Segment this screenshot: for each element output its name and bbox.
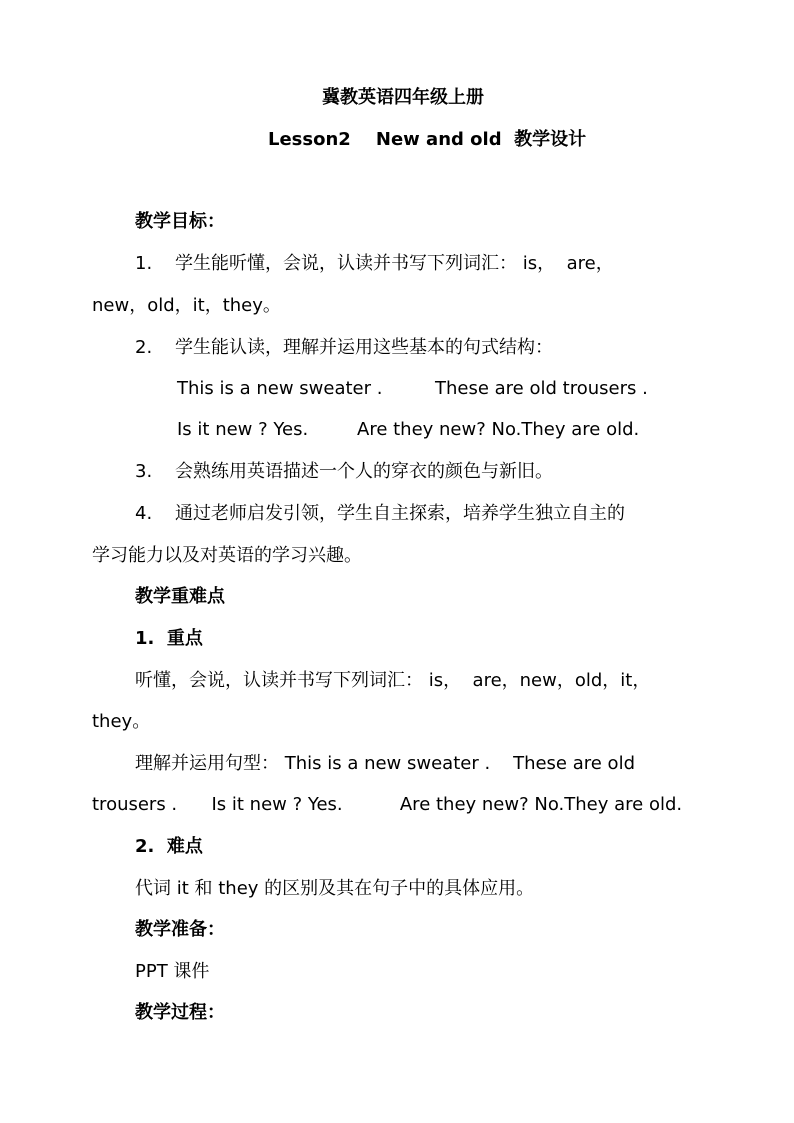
difficult-heading: 2. 难点 bbox=[135, 836, 203, 857]
document-subtitle: Lesson2 New and old 教学设计 bbox=[268, 129, 587, 150]
preparation-heading: 教学准备： bbox=[135, 919, 225, 940]
objective-2-example-1a: This is a new sweater . bbox=[177, 378, 383, 399]
key-line-4: trousers . Is it new ? Yes. Are they new? No.They are old. bbox=[92, 794, 683, 815]
objective-2-line-1: 2. 学生能认读，理解并运用这些基本的句式结构： bbox=[135, 337, 554, 358]
objective-3: 3. 会熟练用英语描述一个人的穿衣的颜色与新旧。 bbox=[135, 461, 554, 482]
difficult-line-1: 代词 it 和 they 的区别及其在句子中的具体应用。 bbox=[135, 878, 535, 899]
objective-4-line-1: 4. 通过老师启发引领，学生自主探索，培养学生独立自主的 bbox=[135, 503, 626, 524]
process-heading: 教学过程： bbox=[135, 1002, 225, 1023]
preparation-text: PPT 课件 bbox=[135, 961, 210, 982]
objective-2-example-2b: Are they new? No.They are old. bbox=[357, 419, 640, 440]
objective-1-line-1: 1. 学生能听懂，会说，认读并书写下列词汇： is， are， bbox=[135, 253, 614, 274]
key-line-2: they。 bbox=[92, 711, 151, 732]
key-heading: 1. 重点 bbox=[135, 628, 203, 649]
key-line-3: 理解并运用句型： This is a new sweater . These are old bbox=[135, 753, 635, 774]
objective-2-example-2a: Is it new ? Yes. bbox=[177, 419, 309, 440]
document-title: 冀教英语四年级上册 bbox=[322, 87, 484, 108]
key-points-heading: 教学重难点 bbox=[135, 586, 225, 607]
objective-2-example-1b: These are old trousers . bbox=[435, 378, 648, 399]
objectives-heading: 教学目标： bbox=[135, 211, 225, 232]
objective-4-line-2: 学习能力以及对英语的学习兴趣。 bbox=[92, 545, 362, 566]
objective-1-line-2: new，old，it，they。 bbox=[92, 295, 281, 316]
key-line-1: 听懂，会说，认读并书写下列词汇： is， are，new，old，it， bbox=[135, 670, 651, 691]
